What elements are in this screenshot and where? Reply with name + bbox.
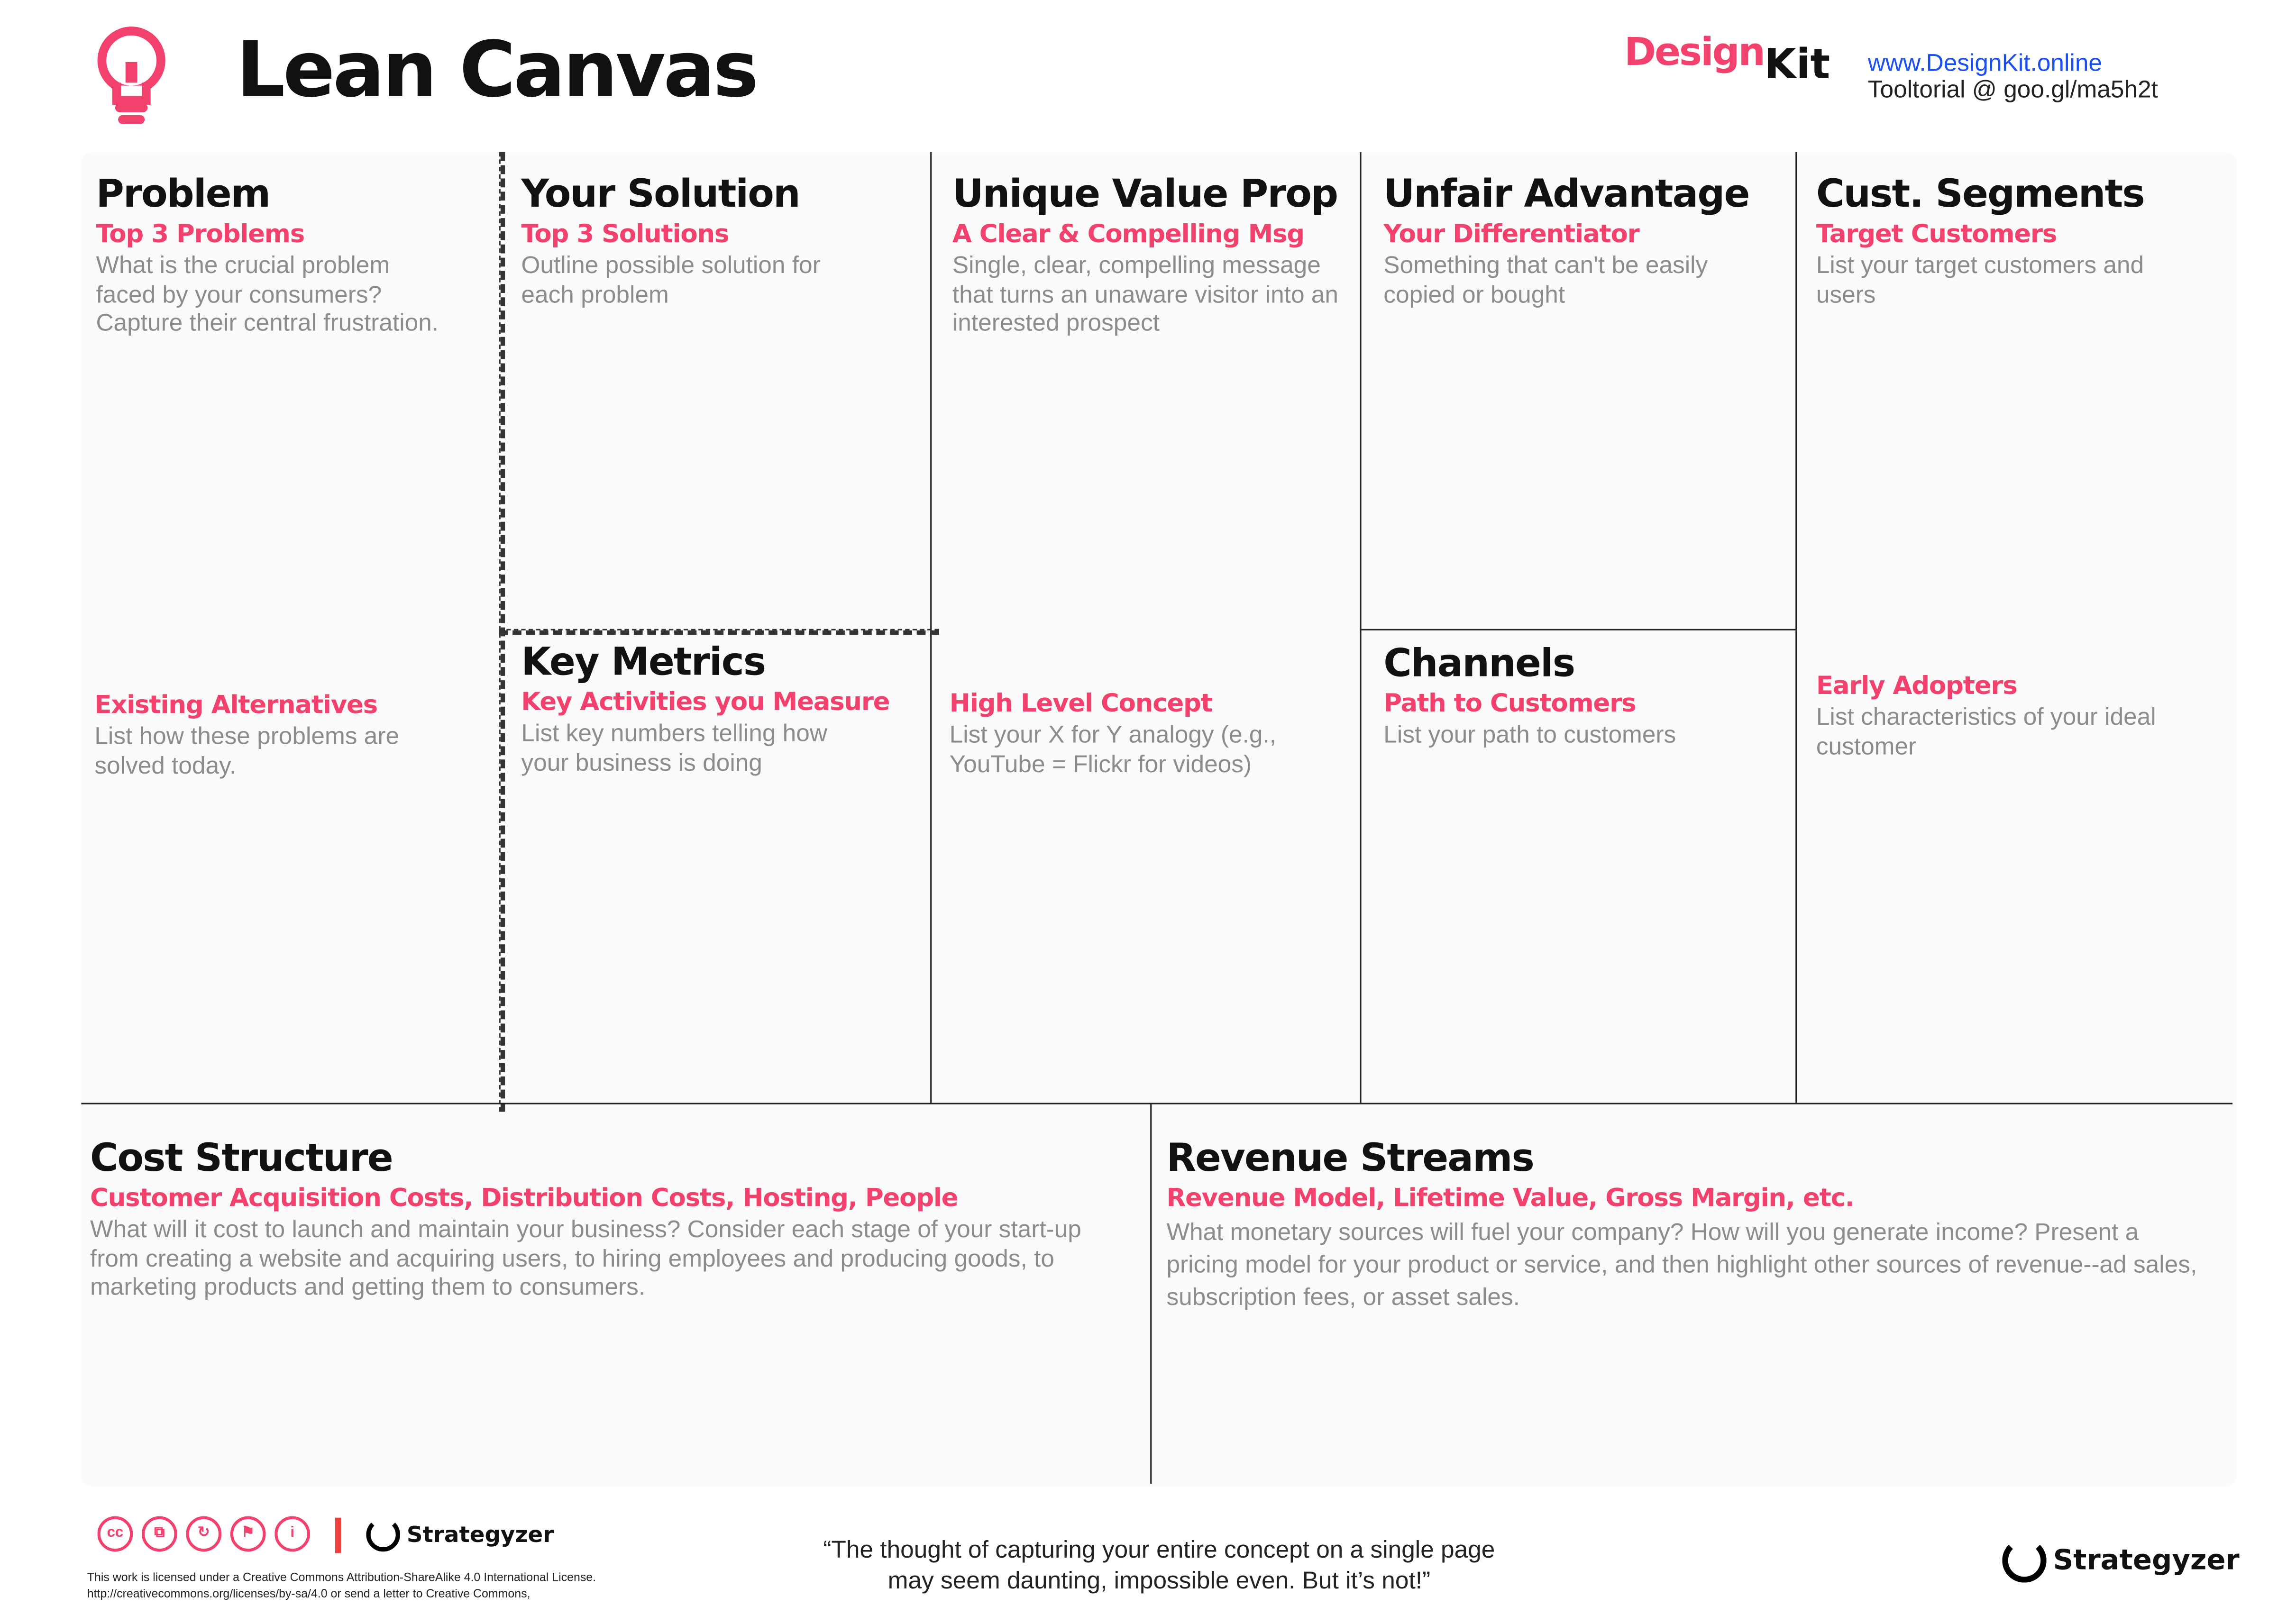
block-title: Unique Value Prop [952, 173, 1338, 217]
strategyzer-text: Strategyzer [406, 1521, 554, 1548]
block-title: Key Metrics [521, 640, 766, 685]
cc-remix-icon: ↻ [186, 1516, 221, 1552]
quote: “The thought of capturing your entire concept on a single page may seem daunting, impossible even. But it’s not!” [823, 1537, 1495, 1595]
cc-attribution-icon: i [274, 1516, 310, 1552]
block-description: List your target customers and users [1816, 252, 2144, 308]
cost-structure-block[interactable] [75, 1116, 1146, 1303]
solution-block[interactable] [506, 152, 930, 310]
customer-segments-block[interactable] [1802, 152, 2237, 310]
block-title: Problem [96, 173, 270, 217]
lightbulb-icon [91, 24, 171, 137]
block-description: List your X for Y analogy (e.g., YouTube = Flickr for videos) [949, 721, 1277, 777]
strategyzer-small-logo [366, 1518, 554, 1552]
block-subtitle: A Clear & Compelling Msg [952, 220, 1304, 250]
cc-commercial-icon: ⚑ [230, 1516, 266, 1552]
cc-icon: cc [98, 1516, 133, 1552]
cc-share-icon: ⧉ [142, 1516, 177, 1552]
unfair-advantage-block[interactable] [1369, 152, 1795, 310]
license-text-1: This work is licensed under a Creative Commons Attribution-ShareAlike 4.0 International License. [87, 1570, 596, 1584]
block-description: List how these problems are solved today. [94, 723, 400, 779]
tooltorial-link[interactable]: Tooltorial @ goo.gl/ma5h2t [1867, 76, 2158, 104]
block-subtitle: Revenue Model, Lifetime Value, Gross Margin, etc. [1166, 1184, 1854, 1214]
footer-divider [335, 1518, 341, 1553]
cc-license-icons[interactable] [98, 1516, 319, 1552]
block-subtitle: Customer Acquisition Costs, Distribution Costs, Hosting, People [90, 1184, 958, 1214]
strategyzer-text: Strategyzer [2053, 1544, 2240, 1577]
block-subtitle: Top 3 Problems [96, 220, 305, 250]
website-link[interactable]: www.DesignKit.online [1867, 50, 2103, 77]
block-title: Channels [1383, 642, 1575, 687]
block-description: Outline possible solution for each problem [521, 252, 821, 308]
divider [1795, 152, 1797, 1103]
existing-alternatives-block[interactable] [80, 667, 497, 781]
block-title: Your Solution [521, 173, 800, 217]
divider [1360, 152, 1361, 1103]
logo-design-text: Design [1624, 31, 1765, 75]
page-title: Lean Canvas [236, 27, 757, 115]
revenue-streams-block[interactable] [1152, 1116, 2230, 1314]
block-description: List key numbers telling how your business is doing [521, 720, 827, 776]
divider [930, 152, 932, 1103]
block-title: Revenue Streams [1166, 1137, 1534, 1181]
block-description: Something that can't be easily copied or bought [1383, 252, 1708, 308]
block-subtitle: Your Differentiator [1383, 220, 1639, 250]
strategyzer-large-logo [2002, 1538, 2239, 1582]
block-description: What is the crucial problem faced by your consumers? Capture their central frustration. [96, 252, 439, 337]
high-level-concept-block[interactable] [934, 666, 1357, 780]
block-title: Cost Structure [90, 1137, 393, 1181]
divider [81, 1103, 2232, 1104]
uvp-block[interactable] [938, 152, 1360, 339]
block-subtitle: High Level Concept [949, 689, 1212, 719]
block-subtitle: Key Activities you Measure [521, 688, 890, 718]
problem-block[interactable] [81, 152, 499, 339]
block-subtitle: Path to Customers [1383, 689, 1636, 719]
block-title: Unfair Advantage [1383, 173, 1749, 217]
block-subtitle: Existing Alternatives [94, 691, 377, 721]
designkit-logo [1624, 27, 1830, 89]
early-adopters-block[interactable] [1802, 648, 2237, 762]
logo-kit-text: Kit [1764, 40, 1830, 89]
block-title: Cust. Segments [1816, 173, 2144, 217]
license-text-2[interactable]: http://creativecommons.org/licenses/by-sa/4.0 or send a letter to Creative Commons, [87, 1587, 531, 1601]
block-description: List your path to customers [1383, 721, 1676, 749]
strategyzer-icon [366, 1518, 400, 1552]
block-description: What will it cost to launch and maintain your business? Consider each stage of your start-up from creating a website and acquiring users, to hiring employees and producing goods, to marketing products and getting them to consumers. [90, 1216, 1081, 1301]
block-description: List characteristics of your ideal customer [1816, 704, 2156, 760]
key-metrics-block[interactable] [506, 620, 930, 778]
block-subtitle: Target Customers [1816, 220, 2057, 250]
strategyzer-icon [2002, 1538, 2046, 1582]
block-subtitle: Top 3 Solutions [521, 220, 729, 250]
block-description: Single, clear, compelling message that turns an unaware visitor into an interested prospect [952, 252, 1339, 337]
block-description: What monetary sources will fuel your company? How will you generate income? Present a pricing model for your product or service, and then highlight other sources of revenue--ad sales, subscription fees, or asset sales. [1166, 1219, 2197, 1311]
channels-block[interactable] [1369, 621, 1795, 751]
block-subtitle: Early Adopters [1816, 672, 2017, 702]
